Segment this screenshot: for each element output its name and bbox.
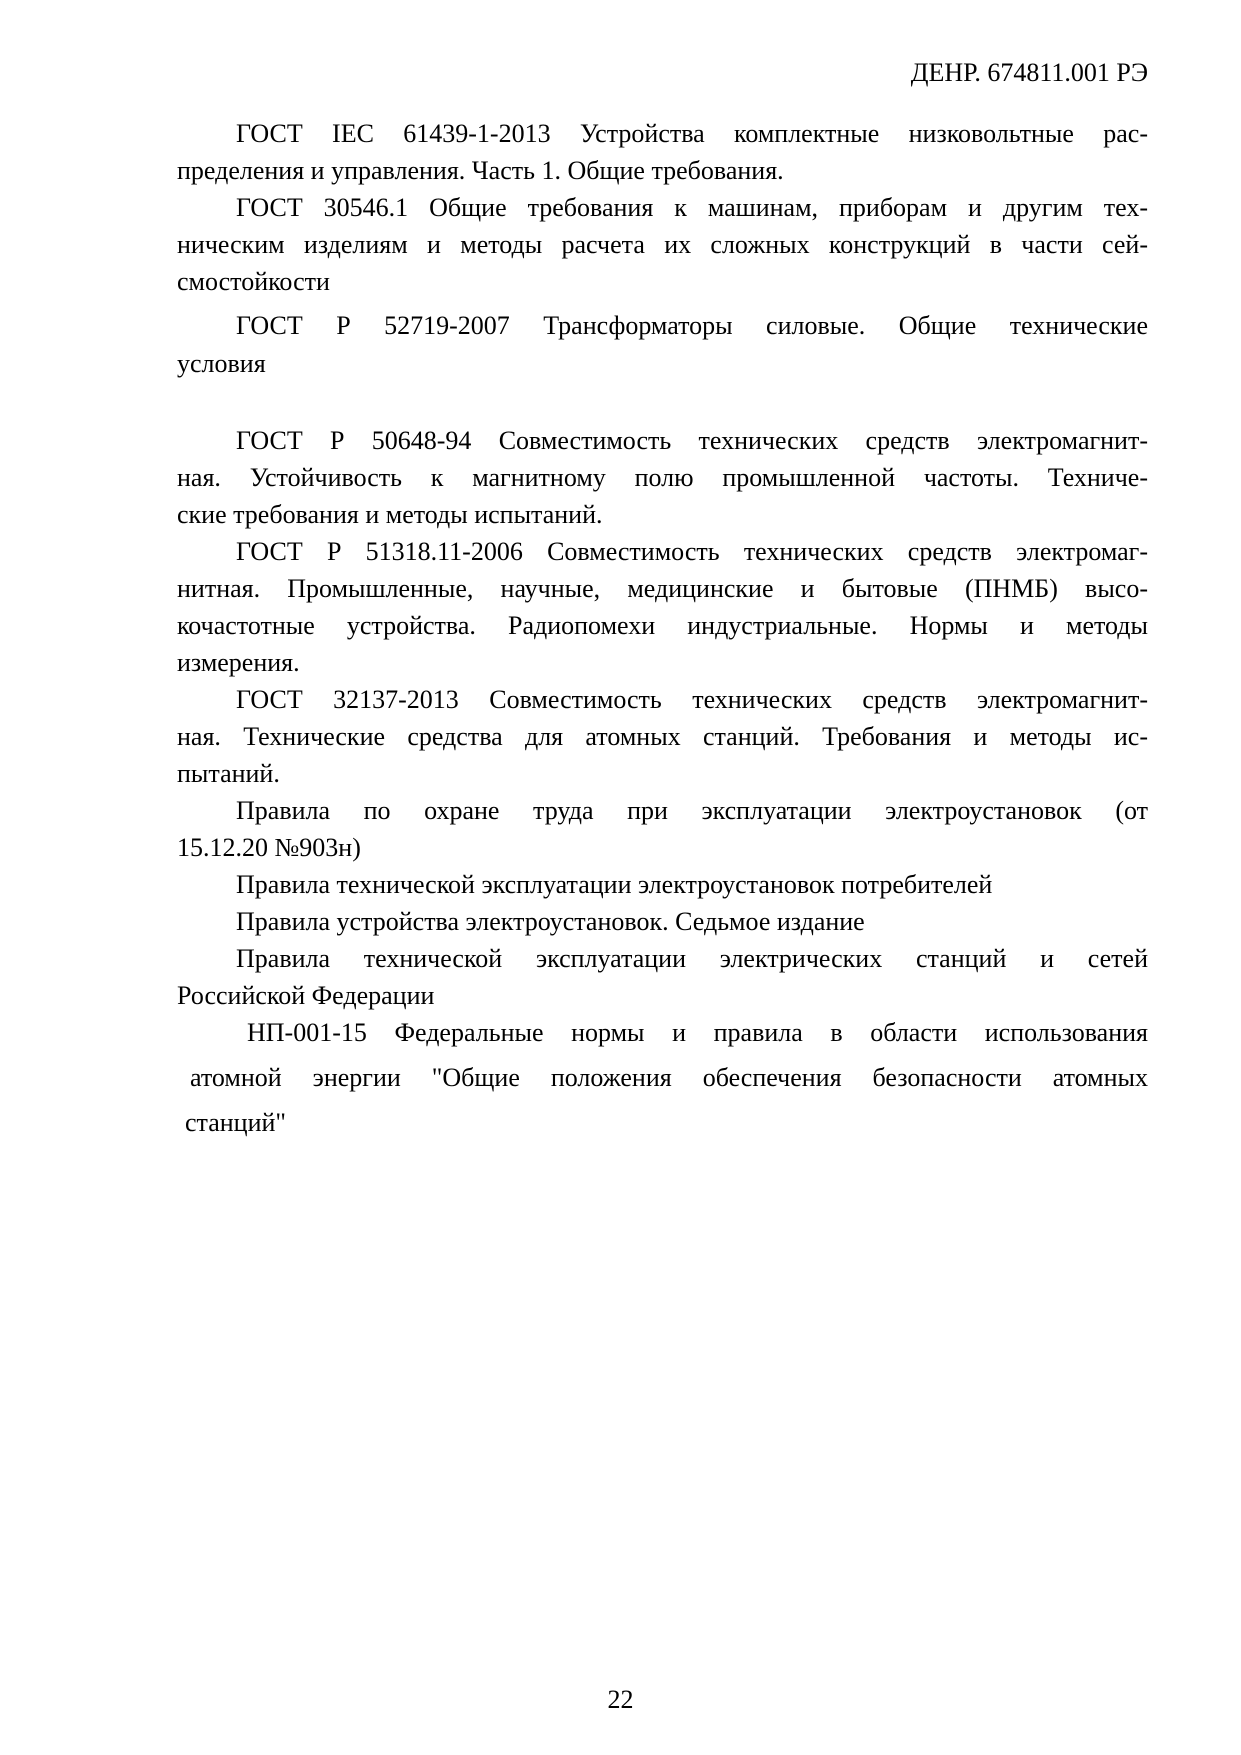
reference-line: атомной энергии "Общие положения обеспечения безопасности атомных	[190, 1063, 1148, 1092]
reference-line: Правила по охране труда при эксплуатации электроустановок (от	[236, 796, 1148, 825]
page-number: 22	[607, 1685, 634, 1714]
reference-line: ские требования и методы испытаний.	[177, 500, 603, 529]
reference-line: ГОСТ IEC 61439-1-2013 Устройства комплектные низковольтные рас-	[236, 119, 1148, 148]
reference-line: смостойкости	[177, 267, 330, 296]
document-code-header: ДЕНР. 674811.001 РЭ	[910, 58, 1148, 87]
reference-line: ГОСТ Р 50648-94 Совместимость технических средств электромагнит-	[236, 426, 1148, 455]
reference-line: ГОСТ Р 52719-2007 Трансформаторы силовые. Общие технические	[236, 311, 1148, 340]
reference-line: ГОСТ 32137-2013 Совместимость технических средств электромагнит-	[236, 685, 1148, 714]
reference-line: станций"	[185, 1108, 287, 1137]
reference-line: Правила устройства электроустановок. Седьмое издание	[236, 907, 865, 936]
reference-line: условия	[177, 349, 266, 378]
reference-line: 15.12.20 №903н)	[177, 833, 361, 862]
reference-line: ническим изделиям и методы расчета их сложных конструкций в части сей-	[177, 230, 1148, 259]
reference-line: НП-001-15 Федеральные нормы и правила в области использования	[247, 1018, 1148, 1047]
reference-line: нитная. Промышленные, научные, медицинские и бытовые (ПНМБ) высо-	[177, 574, 1148, 603]
reference-line: пределения и управления. Часть 1. Общие требования.	[177, 156, 784, 185]
reference-line: пытаний.	[177, 759, 280, 788]
reference-line: кочастотные устройства. Радиопомехи индустриальные. Нормы и методы	[177, 611, 1148, 640]
reference-line: Правила технической эксплуатации электрических станций и сетей	[236, 944, 1148, 973]
reference-line: Российской Федерации	[177, 981, 435, 1010]
reference-line: ГОСТ 30546.1 Общие требования к машинам, приборам и другим тех-	[236, 193, 1148, 222]
reference-line: ная. Технические средства для атомных станций. Требования и методы ис-	[177, 722, 1148, 751]
reference-line: ГОСТ Р 51318.11-2006 Совместимость технических средств электромаг-	[236, 537, 1148, 566]
reference-line: измерения.	[177, 648, 300, 677]
reference-line: ная. Устойчивость к магнитному полю промышленной частоты. Техниче-	[177, 463, 1148, 492]
reference-line: Правила технической эксплуатации электроустановок потребителей	[236, 870, 993, 899]
